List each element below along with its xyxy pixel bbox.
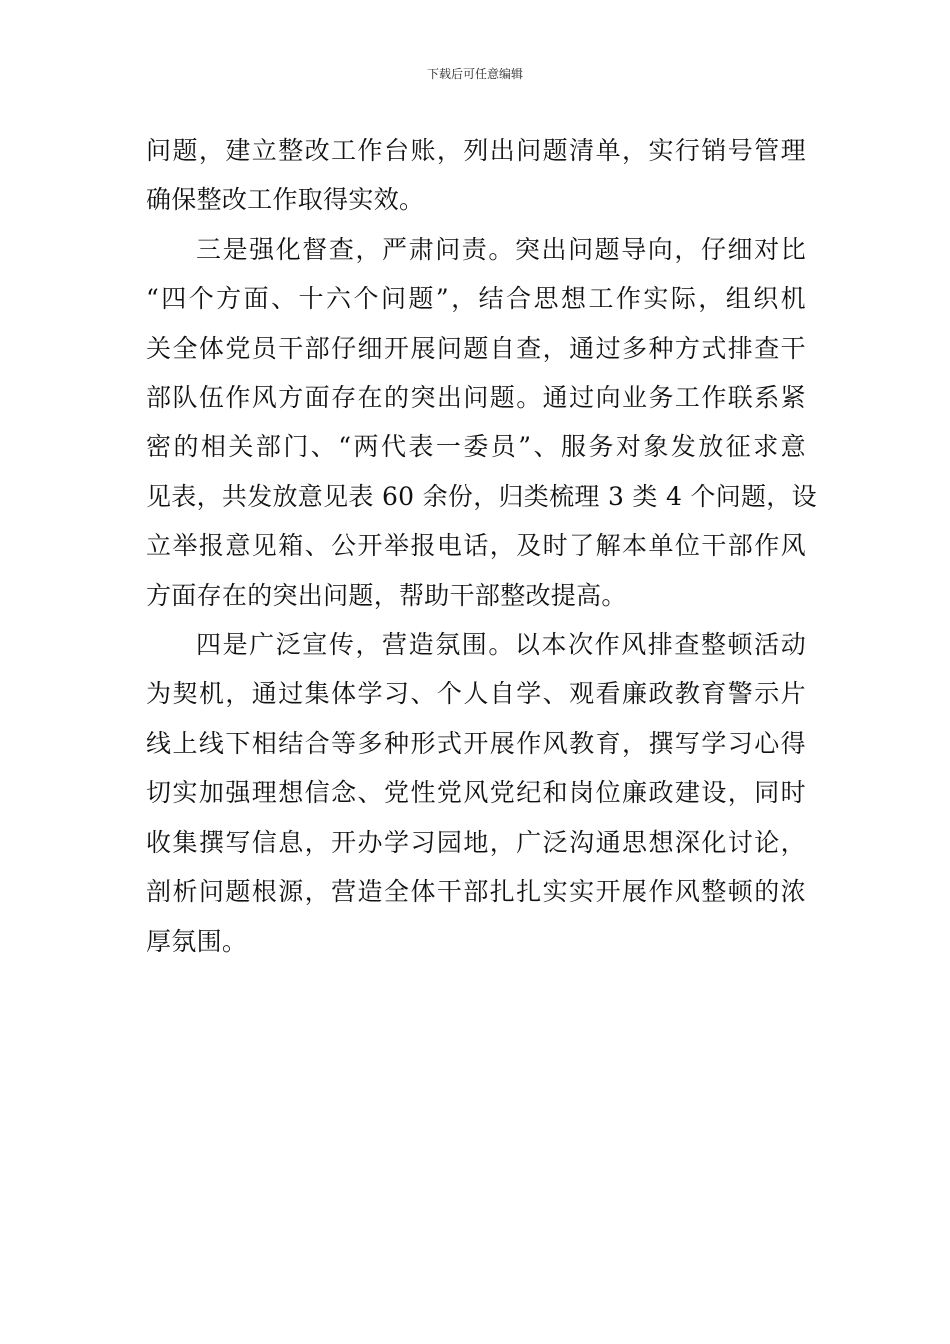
paragraph-first-line: 四是广泛宣传，营造氛围。以本次作风排查整顿活动 [196, 630, 806, 660]
text-line: 剖析问题根源，营造全体干部扎扎实实开展作风整顿的浓 [146, 877, 806, 907]
text-line: 线上线下相结合等多种形式开展作风教育，撰写学习心得 [146, 728, 806, 758]
text-line: 立举报意见箱、公开举报电话，及时了解本单位干部作风 [146, 531, 806, 561]
text-line: 切实加强理想信念、党性党风党纪和岗位廉政建设，同时 [146, 778, 806, 808]
page-header-note: 下载后可任意编辑 [426, 67, 523, 81]
text-line: 厚氛围。 [146, 926, 248, 956]
text-line: 见表，共发放意见表 60 余份，归类梳理 3 类 4 个问题，设 [146, 481, 817, 511]
text-line: 部队伍作风方面存在的突出问题。通过向业务工作联系紧 [146, 383, 806, 413]
text-line: 密的相关部门、“两代表一委员”、服务对象发放征求意 [146, 432, 806, 462]
text-line: 关全体党员干部仔细开展问题自查，通过多种方式排查干 [146, 333, 806, 363]
document-body [146, 126, 817, 966]
text-line: 收集撰写信息，开办学习园地，广泛沟通思想深化讨论， [146, 827, 806, 857]
text-line: 确保整改工作取得实效。 [146, 185, 425, 215]
text-line: “四个方面、十六个问题”，结合思想工作实际，组织机 [146, 284, 806, 314]
text-line: 问题，建立整改工作台账，列出问题清单，实行销号管理 [146, 136, 806, 165]
paragraph-first-line: 三是强化督查，严肃问责。突出问题导向，仔细对比 [196, 234, 806, 264]
text-line: 方面存在的突出问题，帮助干部整改提高。 [146, 580, 627, 610]
text-line: 为契机，通过集体学习、个人自学、观看廉政教育警示片 [146, 679, 806, 709]
